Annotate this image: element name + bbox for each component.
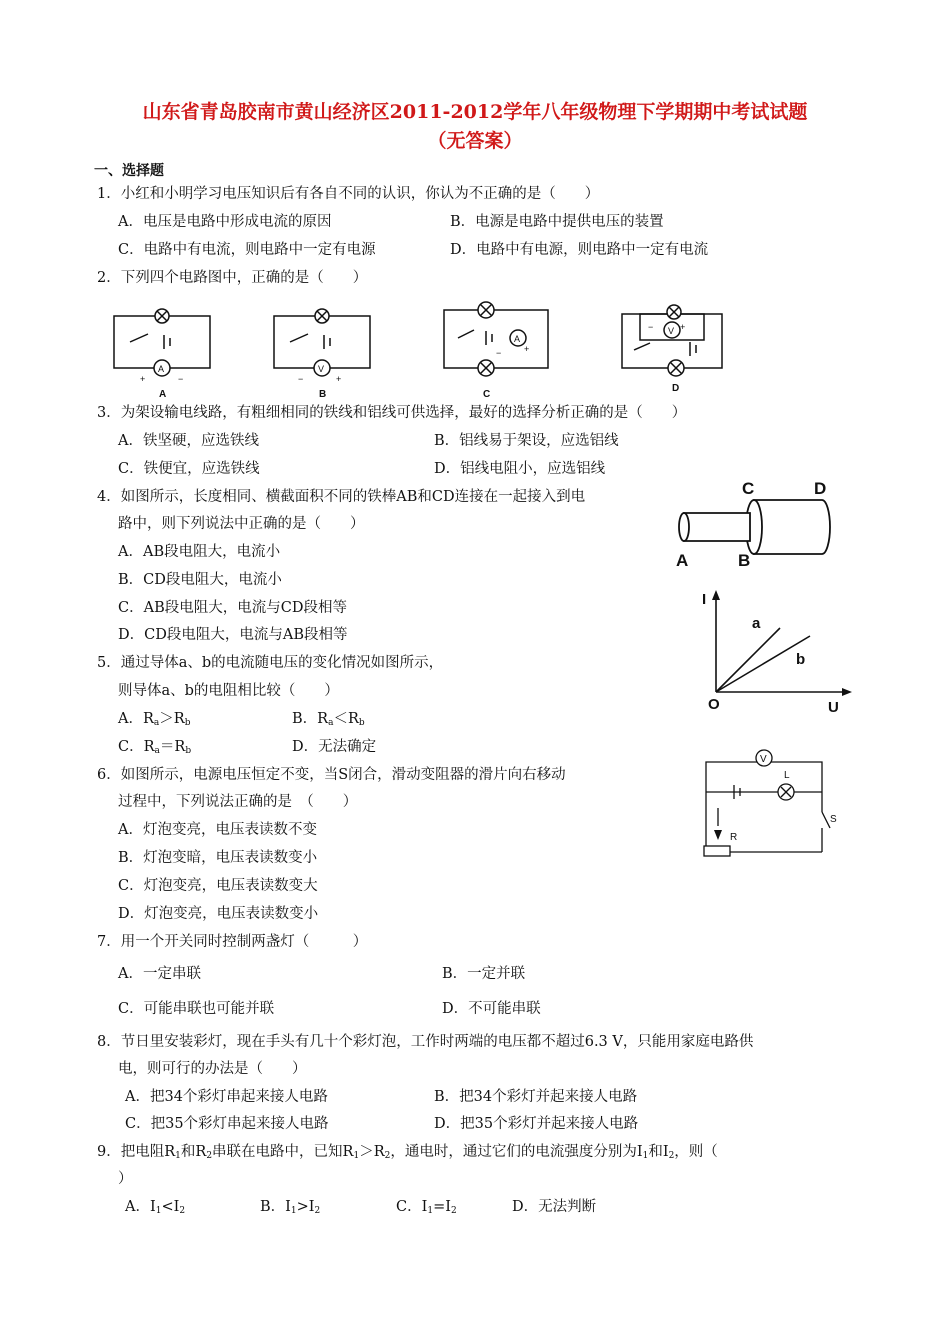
question-6-stem-line1: 6．如图所示，电源电压恒定不变，当S闭合，滑动变阻器的滑片向右移动 xyxy=(97,767,566,783)
q3-option-c: C．铁便宜，应选铁线 xyxy=(118,461,260,477)
document-subtitle: （无答案） xyxy=(427,130,523,152)
switch-label: S xyxy=(830,814,837,825)
rheostat-label: R xyxy=(730,832,738,843)
question-2-stem: 2．下列四个电路图中，正确的是（ ） xyxy=(97,270,368,286)
q7-option-d: D．不可能串联 xyxy=(442,1001,541,1017)
svg-text:+: + xyxy=(336,374,342,384)
section-heading: 一、选择题 xyxy=(94,163,164,179)
q6-option-c: C．灯泡变亮，电压表读数变大 xyxy=(118,878,318,894)
rod-label-d: D xyxy=(814,479,827,498)
svg-text:+: + xyxy=(524,344,530,354)
q9-option-d: D．无法判断 xyxy=(512,1199,597,1215)
q5-option-a: A．$R_a>R_b$ xyxy=(118,711,191,728)
svg-text:V: V xyxy=(318,364,325,374)
q4-option-d: D．CD段电阻大，电流与AB段相等 xyxy=(118,627,348,643)
q8-option-b: B．把34个彩灯并起来接人电路 xyxy=(434,1089,638,1105)
question-9-stem-line1: 9．把电阻$R_1$和$R_2$串联在电路中，已知$R_1>R_2$，通电时，通过它们的电流强度分别为$I_1$和$I_2$，则（ xyxy=(97,1144,718,1161)
q5-option-d: D．无法确定 xyxy=(292,739,377,755)
q6-option-b: B．灯泡变暗，电压表读数变小 xyxy=(118,850,318,866)
q2-circuit-figures xyxy=(100,290,740,402)
q4-rod-figure xyxy=(670,478,850,570)
question-3-stem: 3．为架设输电线路，有粗细相同的铁线和铝线可供选择，最好的选择分析正确的是（ ） xyxy=(97,405,687,421)
circuit-b-label: B xyxy=(319,389,327,400)
q3-option-a: A．铁坚硬，应选铁线 xyxy=(118,433,259,449)
svg-text:−: − xyxy=(496,348,502,358)
svg-text:−: − xyxy=(648,322,654,332)
rod-label-b: B xyxy=(738,551,751,570)
circuit-c xyxy=(444,302,548,376)
q5-iu-graph xyxy=(690,584,860,714)
q1-option-c: C．电路中有电流，则电路中一定有电源 xyxy=(118,242,376,258)
svg-text:−: − xyxy=(178,374,184,384)
q3-option-b: B．铝线易于架设，应选铝线 xyxy=(434,433,619,449)
question-6-stem-line2: 过程中，下列说法正确的是 （ ） xyxy=(118,794,358,810)
q6-option-d: D．灯泡变亮，电压表读数变小 xyxy=(118,906,319,922)
question-4-stem-line1: 4．如图所示，长度相同、横截面积不同的铁棒AB和CD连接在一起接入到电 xyxy=(97,489,586,505)
lamp-label: L xyxy=(784,770,790,781)
voltmeter-label: V xyxy=(760,754,767,765)
q4-option-b: B．CD段电阻大，电流小 xyxy=(118,572,282,588)
q5-option-c: C．$R_a=R_b$ xyxy=(118,739,192,756)
question-5-stem-line2: 则导体a、b的电阻相比较（ ） xyxy=(118,683,339,699)
question-8-stem-line1: 8．节日里安装彩灯，现在手头有几十个彩灯泡，工作时两端的电压都不超过6.3 V，只能用家庭电路供 xyxy=(97,1034,754,1050)
q3-option-d: D．铝线电阻小，应选铝线 xyxy=(434,461,606,477)
q1-option-d: D．电路中有电源，则电路中一定有电流 xyxy=(450,242,709,258)
q4-option-a: A．AB段电阻大，电流小 xyxy=(118,544,281,560)
q1-option-b: B．电源是电路中提供电压的装置 xyxy=(450,214,664,230)
q9-option-c: C．$I_1=I_2$ xyxy=(396,1199,457,1216)
q4-option-c: C．AB段电阻大，电流与CD段相等 xyxy=(118,600,347,616)
graph-line-a-label: a xyxy=(752,615,761,632)
q9-option-a: A．$I_1<I_2$ xyxy=(125,1199,186,1216)
svg-text:V: V xyxy=(668,326,675,336)
question-8-stem-line2: 电，则可行的办法是（ ） xyxy=(118,1061,307,1077)
graph-origin-label: O xyxy=(708,696,720,713)
graph-x-label: U xyxy=(828,699,839,714)
question-7-stem: 7．用一个开关同时控制两盏灯（ ） xyxy=(97,934,368,950)
svg-text:A: A xyxy=(158,364,165,374)
document-title: 山东省青岛胶南市黄山经济区2011-2012学年八年级物理下学期期中考试试题 xyxy=(142,101,808,123)
svg-text:+: + xyxy=(680,322,686,332)
q9-option-b: B．$I_1>I_2$ xyxy=(260,1199,321,1216)
circuit-c-label: C xyxy=(483,389,491,400)
svg-text:+: + xyxy=(140,374,146,384)
q7-option-a: A．一定串联 xyxy=(118,966,201,982)
rod-label-a: A xyxy=(676,551,689,570)
q8-option-d: D．把35个彩灯并起来接人电路 xyxy=(434,1116,639,1132)
question-4-stem-line2: 路中，则下列说法中正确的是（ ） xyxy=(118,516,365,532)
graph-line-b-label: b xyxy=(796,651,806,668)
rod-label-c: C xyxy=(742,479,755,498)
q8-option-a: A．把34个彩灯串起来接人电路 xyxy=(125,1089,328,1105)
q6-option-a: A．灯泡变亮，电压表读数不变 xyxy=(118,822,317,838)
question-9-stem-line2: ） xyxy=(118,1171,133,1187)
question-1-stem: 1．小红和小明学习电压知识后有各自不同的认识，你认为不正确的是（ ） xyxy=(97,186,600,202)
q5-option-b: B．$R_a<R_b$ xyxy=(292,711,365,728)
svg-text:−: − xyxy=(298,374,304,384)
q7-option-b: B．一定并联 xyxy=(442,966,526,982)
q8-option-c: C．把35个彩灯串起来接人电路 xyxy=(125,1116,329,1132)
q6-circuit-figure xyxy=(690,748,840,864)
circuit-d-label: D xyxy=(672,383,680,394)
graph-y-label: I xyxy=(702,591,707,608)
q7-option-c: C．可能串联也可能并联 xyxy=(118,1001,275,1017)
q1-option-a: A．电压是电路中形成电流的原因 xyxy=(118,214,332,230)
circuit-a-label: A xyxy=(159,389,167,400)
question-5-stem-line1: 5．通过导体a、b的电流随电压的变化情况如图所示， xyxy=(97,655,444,671)
svg-text:A: A xyxy=(514,334,521,344)
circuit-d xyxy=(622,305,722,376)
